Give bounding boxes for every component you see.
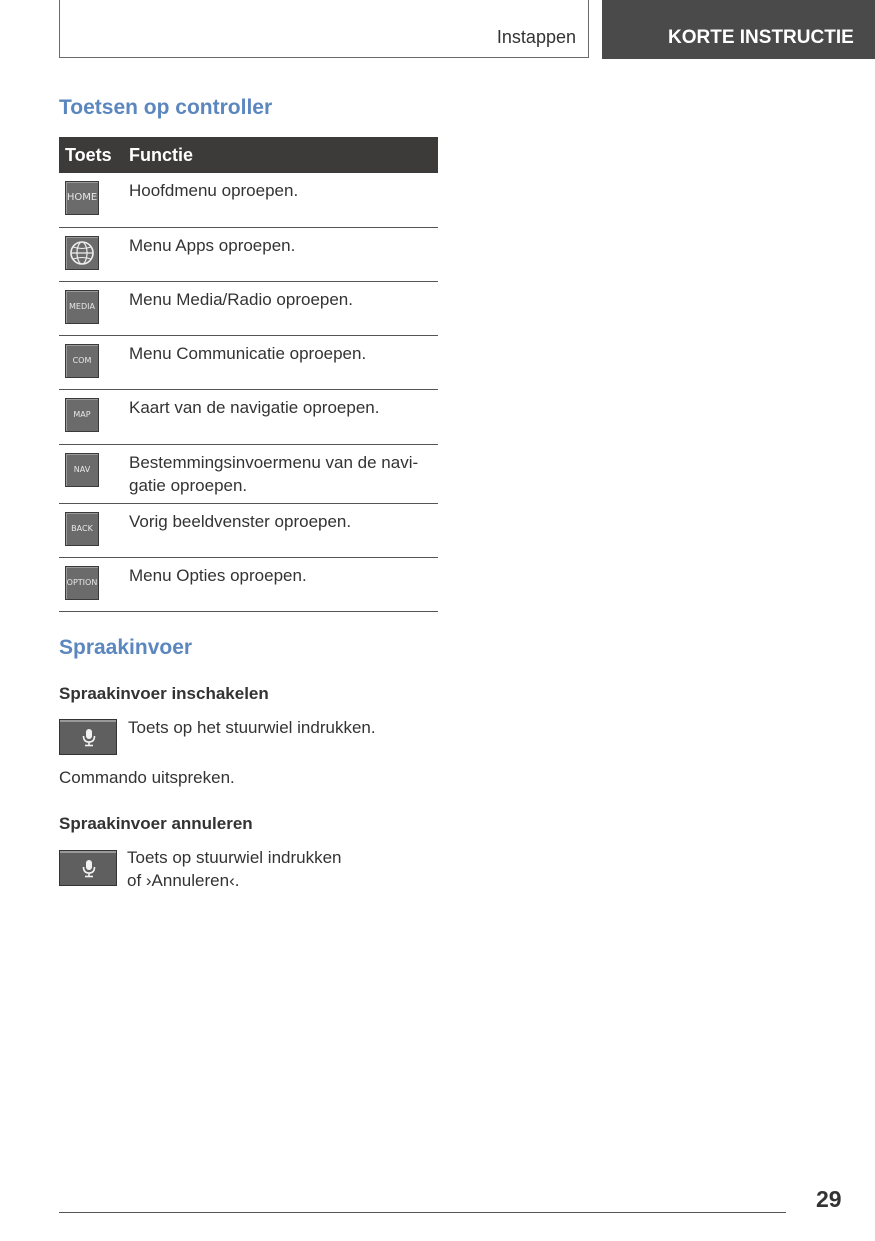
function-cell: Kaart van de navigatie oproepen. bbox=[125, 389, 438, 444]
voice-cancel-heading: Spraakinvoer annuleren bbox=[59, 814, 253, 833]
voice-cancel-step bbox=[127, 846, 342, 892]
microphone-icon bbox=[81, 859, 97, 879]
function-cell: Menu Opties oproepen. bbox=[125, 557, 438, 611]
table-header-row bbox=[59, 137, 438, 173]
voice-cancel-step-line1: Toets op stuurwiel indrukken bbox=[127, 848, 342, 867]
voice-enable-heading: Spraakinvoer inschakelen bbox=[59, 684, 269, 703]
function-cell: Menu Communicatie oproepen. bbox=[125, 335, 438, 389]
controller-section-title: Toetsen op controller bbox=[59, 96, 273, 119]
header-section-box bbox=[59, 0, 589, 58]
voice-section-title: Spraakinvoer bbox=[59, 636, 193, 659]
function-cell: Menu Media/Radio oproepen. bbox=[125, 281, 438, 335]
voice-cancel-step-line2: of ›Annuleren‹. bbox=[127, 871, 240, 890]
steering-voice-button bbox=[59, 850, 117, 886]
header-chapter-tab: KORTE INSTRUCTIE bbox=[602, 0, 875, 59]
table-row bbox=[59, 503, 438, 557]
function-cell: Bestemmingsinvoermenu van de navi-gatie oproepen. bbox=[125, 444, 438, 503]
column-header-function: Functie bbox=[125, 137, 438, 173]
table-row bbox=[59, 557, 438, 611]
footer-rule bbox=[59, 1212, 786, 1213]
nav-key-icon: NAV bbox=[65, 453, 99, 487]
table-row bbox=[59, 173, 438, 227]
back-key-icon: BACK bbox=[65, 512, 99, 546]
controller-keys-table bbox=[59, 137, 438, 612]
media-key-icon: MEDIA bbox=[65, 290, 99, 324]
microphone-icon bbox=[81, 728, 97, 748]
table-row bbox=[59, 389, 438, 444]
com-key-icon: COM bbox=[65, 344, 99, 378]
function-cell: Hoofdmenu oproepen. bbox=[125, 173, 438, 227]
table-row bbox=[59, 335, 438, 389]
option-key-icon: OPTION bbox=[65, 566, 99, 600]
home-key-icon: HOME bbox=[65, 181, 99, 215]
globe-apps-key-icon bbox=[65, 236, 99, 270]
function-cell: Menu Apps oproepen. bbox=[125, 227, 438, 281]
table-row bbox=[59, 444, 438, 503]
map-key-icon: MAP bbox=[65, 398, 99, 432]
steering-voice-button bbox=[59, 719, 117, 755]
voice-enable-after: Commando uitspreken. bbox=[59, 768, 235, 787]
function-cell: Vorig beeldvenster oproepen. bbox=[125, 503, 438, 557]
page-number: 29 bbox=[816, 1186, 842, 1212]
column-header-key: Toets bbox=[59, 137, 125, 173]
table-row bbox=[59, 227, 438, 281]
header-section-title: Instappen bbox=[496, 27, 576, 47]
table-row bbox=[59, 281, 438, 335]
voice-enable-step: Toets op het stuurwiel indrukken. bbox=[128, 718, 376, 737]
